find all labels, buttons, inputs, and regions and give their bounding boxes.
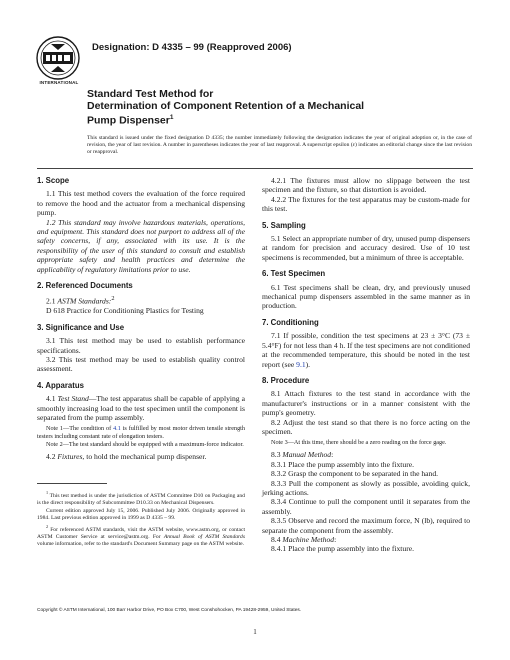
note-1-section-link[interactable]: 4.1 [113, 425, 121, 433]
title-line-3-text: Pump Dispenser [87, 114, 170, 127]
paragraph-4-1-text: —The test apparatus shall be capable of applying a smoothly increasing load to the test specimen until the component is separated from the pump assembly. [37, 394, 245, 423]
footnote-rule [37, 483, 107, 484]
footnote-2-text-a: For referenced ASTM standards, visit the ASTM website, www.astm.org, or contact ASTM Customer Service at service@astm.org. For [37, 526, 245, 540]
paragraph-8-1: 8.1 Attach fixtures to the test stand in accordance with the manufacturer's instructions or in a manner consistent with the pump's geometry. [262, 389, 470, 418]
footnote-2 [37, 523, 245, 548]
paragraph-4-2-1: 4.2.1 The fixtures must allow no slippage between the test specimen and the fixture, so that distortion is avoided. [262, 176, 470, 195]
paragraph-8-3-5: 8.3.5 Observe and record the maximum force, N (lb), required to separate the component from the assembly. [262, 516, 470, 535]
footnotes [37, 489, 245, 549]
standard-note: This standard is issued under the fixed designation D 4335; the number immediately following the designation indicates the year of original adoption or, in the case of revision, the year of last revision. A number in parentheses indicates the year of last reapproval. A superscript epsilon (ε) indicates an editorial change since the last revision or reapproval. [87, 135, 472, 156]
paragraph-3-2: 3.2 This test method may be used to establish quality control assessment. [37, 355, 245, 374]
note-3: Note 3—At this time, there should be a zero reading on the force gage. [271, 439, 447, 447]
header-divider [37, 168, 473, 169]
paragraph-1-1: 1.1 This test method covers the evaluation of the force required to remove the hood and the actuator from a mechanical dispensing pump. [37, 189, 245, 218]
title-footnote-mark: 1 [169, 114, 174, 121]
section-heading-conditioning: 7. Conditioning [262, 317, 319, 327]
designation: Designation: D 4335 – 99 (Reapproved 2006) [92, 42, 292, 53]
section-heading-test-specimen: 6. Test Specimen [262, 269, 326, 279]
note-1-prefix: Note 1—The condition of [46, 425, 114, 433]
paragraph-4-1-prefix: 4.1 [46, 394, 58, 404]
paragraph-4-2-2: 4.2.2 The fixtures for the test apparatus may be custom-made for this test. [262, 194, 470, 214]
paragraph-6-1: 6.1 Test specimens shall be clean, dry, and previously unused mechanical pump dispensers assembled in the same manner as in production. [262, 282, 470, 311]
footnote-mark-2: 2 [111, 295, 115, 303]
note-1 [37, 425, 245, 441]
footnote-1-edition: Current edition approved July 15, 2006. Published July 2006. Originally approved in 1984. Last previous edition approved in 1999 as D 4335 – 99. [37, 507, 245, 521]
footnote-1-mark: 1 [46, 490, 49, 495]
section-heading-scope: 1. Scope [37, 176, 70, 185]
footnote-2-italic: Annual Book of ASTM Standards [163, 533, 245, 540]
paragraph-8-2: 8.2 Adjust the test stand so that there is no force acting on the specimen. [262, 417, 470, 436]
logo-caption: INTERNATIONAL [39, 80, 79, 85]
paragraph-4-1-italic: Test Stand [57, 394, 89, 404]
paragraph-5-1: 5.1 Select an appropriate number of dry, unused pump dispensers at random for precision and accuracy desired. Use of 10 test specimens is recommended, but a minimum of three is acceptable. [262, 234, 470, 262]
paragraph-8-4-italic: Machine Method [282, 535, 335, 544]
section-heading-significance: 3. Significance and Use [37, 322, 125, 332]
paragraph-8-3-2: 8.3.2 Grasp the component to be separated in the hand. [271, 469, 439, 479]
left-column [37, 176, 245, 462]
title-line-1: Standard Test Method for [87, 88, 214, 100]
paragraph-8-3-4: 8.3.4 Continue to pull the component until it separates from the assembly. [262, 497, 470, 516]
paragraph-8-3-suffix: : [331, 450, 334, 460]
paragraph-4-2-prefix: 4.2 [46, 452, 58, 462]
section-heading-procedure: 8. Procedure [262, 375, 310, 385]
footnote-1 [37, 489, 245, 507]
paragraph-7-1 [262, 331, 470, 369]
paragraph-8-4-suffix: : [334, 535, 337, 544]
paragraph-8-3-3: 8.3.3 Pull the component as slowly as possible, avoiding quick, jerking actions. [262, 478, 470, 497]
paragraph-2-1 [37, 294, 245, 306]
paragraph-8-3 [262, 450, 470, 459]
referenced-standard-d618: D 618 Practice for Conditioning Plastics for Testing [46, 306, 204, 316]
section-heading-referenced-documents: 2. Referenced Documents [37, 281, 133, 291]
paragraph-2-1-italic: ASTM Standards: [57, 297, 112, 306]
paragraph-7-1-text-a: 7.1 If possible, condition the test specimens at 23 ± 3°C (73 ± 5.4°F) for not less than 4 h. If the test specimens are not conditioned at the recommended temperature, this should be noted in the test report (see [262, 331, 470, 369]
paragraph-8-3-prefix: 8.3 [271, 450, 283, 460]
paragraph-4-1 [37, 394, 245, 422]
paragraph-8-3-italic: Manual Method [282, 450, 332, 460]
title-line-3 [87, 112, 467, 127]
section-heading-sampling: 5. Sampling [262, 220, 306, 230]
paragraph-1-2: 1.2 This standard may involve hazardous materials, operations, and equipment. This standard does not purport to address all of the safety concerns, if any, associated with its use. It is the responsibility of the user of this standard to consult and establish appropriate safety and health practices and determine the applicability of regulatory limitations prior to use. [37, 217, 245, 274]
paragraph-3-1: 3.1 This test method may be used to establish performance specifications. [37, 336, 245, 355]
astm-logo-icon [36, 36, 80, 80]
title-line-2: Determination of Component Retention of a Mechanical [87, 100, 365, 112]
section-9-1-link[interactable]: 9.1 [296, 359, 306, 369]
page-number: 1 [253, 628, 257, 636]
note-2: Note 2—The test standard should be equipped with a maximum-force indicator. [46, 441, 244, 449]
footnote-2-text-b: volume information, refer to the standard's Document Summary page on the ASTM website. [37, 540, 244, 547]
section-heading-apparatus: 4. Apparatus [37, 380, 84, 390]
paragraph-4-2-italic: Fixtures [57, 452, 83, 462]
note-1-text: is fulfilled by most motor driven tensile strength testers including constant rate of elongation testers. [37, 425, 245, 441]
right-column [262, 176, 470, 554]
paragraph-8-4-prefix: 8.4 [271, 535, 283, 544]
paragraph-8-4 [262, 535, 470, 544]
paragraph-4-2-text: , to hold the mechanical pump dispenser. [82, 452, 207, 462]
paragraph-4-2 [37, 452, 245, 461]
paragraph-2-1-prefix: 2.1 [46, 297, 58, 306]
document-title [87, 88, 467, 127]
copyright-line: Copyright © ASTM International, 100 Barr Harbor Drive, PO Box C700, West Conshohocken, PA 19428-2959, United States. [37, 608, 302, 613]
paragraph-8-4-1: 8.4.1 Place the pump assembly into the fixture. [271, 544, 414, 554]
footnote-1-text: This test method is under the jurisdiction of ASTM Committee D10 on Packaging and is the direct responsibility of Subcommittee D10.33 on Mechanical Dispensers. [37, 492, 245, 506]
footnote-2-mark: 2 [46, 523, 49, 529]
paragraph-7-1-text-b: ). [305, 359, 311, 369]
paragraph-8-3-1: 8.3.1 Place the pump assembly into the fixture. [271, 459, 414, 469]
